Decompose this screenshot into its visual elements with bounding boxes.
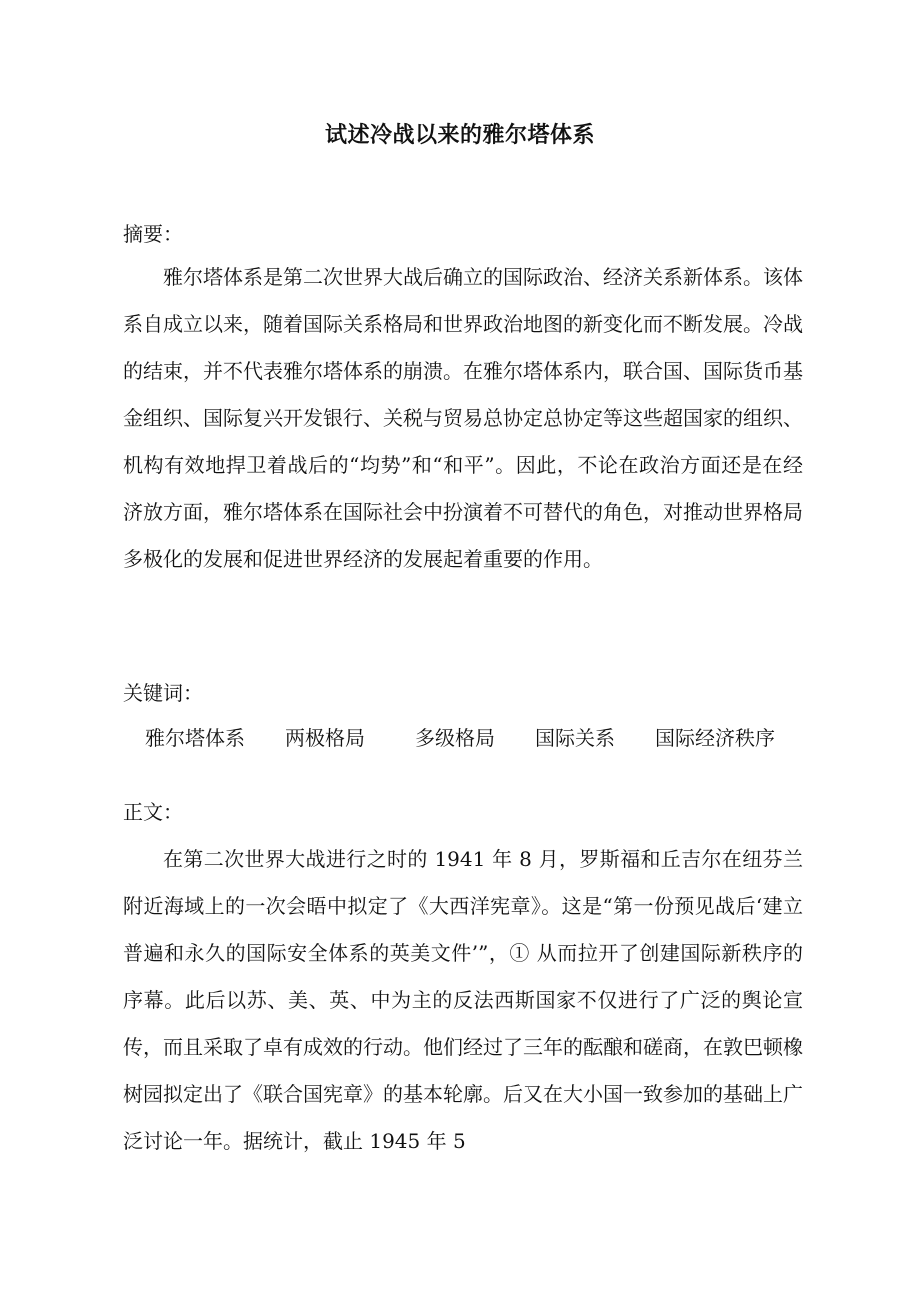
body-label: 正文：	[123, 800, 183, 824]
keyword-item: 两极格局	[285, 726, 365, 750]
document-title: 试述冷战以来的雅尔塔体系	[324, 122, 595, 148]
abstract-paragraph: 雅尔塔体系是第二次世界大战后确立的国际政治、经济关系新体系。该体系自成立以来，随着国际关系格局和世界政治地图的新变化而不断发展。冷战的结束，并不代表雅尔塔体系的崩溃。在雅尔塔体系内，联合国、国际货币基金组织、国际复兴开发银行、关税与贸易总协定总协定等这些超国家的组织、机构有效地捍卫着战后的“均势”和“和平”。因此，不论在政治方面还是在经济放方面，雅尔塔体系在国际社会中扮演着不可替代的角色，对推动世界格局多极化的发展和促进世界经济的发展起着重要的作用。	[123, 265, 803, 571]
keywords-label: 关键词：	[123, 681, 203, 705]
keyword-item: 国际经济秩序	[655, 726, 775, 750]
abstract-label: 摘要：	[123, 222, 183, 246]
keyword-item: 国际关系	[535, 726, 615, 750]
body-paragraph: 在第二次世界大战进行之时的 1941 年 8 月，罗斯福和丘吉尔在纽芬兰附近海域上的一次会晤中拟定了《大西洋宪章》。这是“第一份预见战后‘建立普遍和永久的国际安全体系的英美文件’”，① 从而拉开了创建国际新秩序的序幕。此后以苏、美、英、中为主的反法西斯国家不仅进行了广泛的舆论宣传，而且采取了卓有成效的行动。他们经过了三年的酝酿和磋商，在敦巴顿橡树园拟定出了《联合国宪章》的基本轮廓。后又在大小国一致参加的基础上广泛讨论一年。据统计，截止 1945 年 5	[123, 847, 803, 1153]
keyword-item: 雅尔塔体系	[145, 726, 245, 750]
keyword-item: 多级格局	[415, 726, 495, 750]
